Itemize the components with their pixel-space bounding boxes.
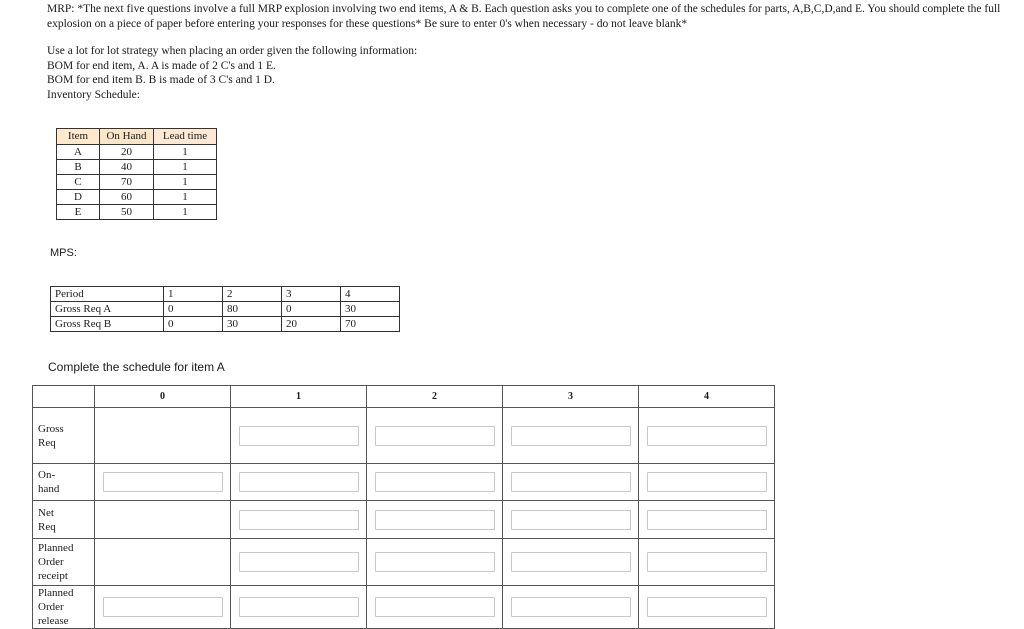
row-label-line: Order [38,556,64,568]
inventory-row [57,190,217,205]
on-hand-input-period-1[interactable] [239,472,359,492]
mps-value: 0 [164,317,223,332]
schedule-cell-period-0 [95,501,231,539]
gross-req-input-period-1[interactable] [239,426,359,446]
mps-period-1: 1 [164,287,223,302]
schedule-title: Complete the schedule for item A [48,360,225,374]
mps-value: 30 [223,317,282,332]
schedule-row-label [33,464,95,501]
schedule-cell-period-4 [639,464,775,501]
inventory-row [57,160,217,175]
inventory-header-lead-time: Lead time [154,129,217,145]
schedule-cell-period-4 [639,539,775,586]
inventory-lead-time: 1 [154,145,217,160]
row-label-line: Req [38,520,56,533]
schedule-cell-period-3 [503,464,639,501]
gross-req-input-period-2[interactable] [375,426,495,446]
planned-order-receipt-input-period-4[interactable] [647,552,767,572]
inventory-on-hand: 50 [100,205,154,220]
schedule-cell-period-4 [639,586,775,629]
schedule-cell-period-3 [503,586,639,629]
schedule-cell-period-2 [367,539,503,586]
planned-order-release-input-period-4[interactable] [647,597,767,617]
info-line-bom-a: BOM for end item, A. A is made of 2 C's and 1 E. [47,59,276,72]
inventory-row [57,175,217,190]
gross-req-input-period-3[interactable] [511,426,631,446]
row-label-line: Req [38,436,56,449]
schedule-corner [33,386,95,408]
mps-value: 70 [341,317,400,332]
on-hand-input-period-4[interactable] [647,472,767,492]
net-req-input-period-2[interactable] [375,510,495,530]
planned-order-release-input-period-0[interactable] [103,597,223,617]
row-label-line: release [38,615,69,627]
schedule-row-planned-order-receipt [33,539,775,586]
schedule-period-1: 1 [231,386,367,408]
schedule-row-label [33,539,95,586]
inventory-header-item: Item [57,129,100,145]
inventory-lead-time: 1 [154,175,217,190]
inventory-header-row [57,129,217,145]
net-req-input-period-3[interactable] [511,510,631,530]
schedule-cell-period-2 [367,408,503,464]
schedule-row-label [33,408,95,464]
schedule-cell-period-4 [639,408,775,464]
planned-order-release-input-period-1[interactable] [239,597,359,617]
info-block [47,44,417,102]
schedule-cell-period-1 [231,464,367,501]
schedule-cell-period-1 [231,539,367,586]
mps-table [50,286,400,332]
inventory-table [56,128,217,220]
mps-period-2: 2 [223,287,282,302]
mps-label: MPS: [50,247,77,259]
info-line-bom-b: BOM for end item B. B is made of 3 C's and 1 D. [47,74,275,86]
schedule-cell-period-2 [367,501,503,539]
row-label-line: Gross [38,422,64,435]
mps-value: 20 [282,317,341,332]
schedule-period-4: 4 [639,386,775,408]
schedule-row-gross-req [33,408,775,464]
mps-row-gross-req-a [51,302,400,317]
schedule-period-0: 0 [95,386,231,408]
schedule-cell-period-1 [231,586,367,629]
mps-period-label: Period [51,287,164,302]
inventory-on-hand: 60 [100,190,154,205]
info-line-inventory: Inventory Schedule: [47,88,140,101]
item-a-schedule-table [32,385,775,629]
on-hand-input-period-2[interactable] [375,472,495,492]
mps-header-row [51,287,400,302]
schedule-cell-period-0 [95,586,231,629]
row-label-line: On- [38,469,56,481]
inventory-on-hand: 40 [100,160,154,175]
inventory-row [57,205,217,220]
inventory-lead-time: 1 [154,205,217,220]
inventory-lead-time: 1 [154,190,217,205]
schedule-cell-period-4 [639,501,775,539]
schedule-row-label [33,586,95,629]
mps-value: 0 [164,302,223,317]
mps-row-gross-req-b [51,317,400,332]
schedule-cell-period-1 [231,501,367,539]
inventory-item: B [57,160,100,175]
inventory-item: A [57,145,100,160]
schedule-cell-period-2 [367,464,503,501]
schedule-row-net-req [33,501,775,539]
on-hand-input-period-0[interactable] [103,472,223,492]
mps-period-3: 3 [282,287,341,302]
schedule-row-planned-order-release [33,586,775,629]
inventory-on-hand: 20 [100,145,154,160]
planned-order-receipt-input-period-1[interactable] [239,552,359,572]
inventory-lead-time: 1 [154,160,217,175]
mps-row-label: Gross Req B [51,317,164,332]
intro-text: MRP: *The next five questions involve a full MRP explosion involving two end items, A & B. Each question asks you to complete one of the schedules for parts, A,B,C,D,and E. You should complete the full explosion on a piece of paper before entering your responses for these questions* Be sure to enter 0's when necessary - do not leave blank* [47,3,1001,30]
schedule-row-label [33,501,95,539]
mps-value: 30 [341,302,400,317]
inventory-item: E [57,205,100,220]
inventory-on-hand: 70 [100,175,154,190]
inventory-item: C [57,175,100,190]
planned-order-receipt-input-period-2[interactable] [375,552,495,572]
row-label-line: Planned [38,542,74,554]
schedule-header-row [33,386,775,408]
schedule-cell-period-3 [503,539,639,586]
net-req-input-period-1[interactable] [239,510,359,530]
inventory-header-on-hand: On Hand [100,129,154,145]
schedule-cell-period-3 [503,408,639,464]
schedule-row-on-hand [33,464,775,501]
planned-order-release-input-period-3[interactable] [511,597,631,617]
inventory-row [57,145,217,160]
row-label-line: receipt [38,570,68,582]
mps-value: 80 [223,302,282,317]
planned-order-release-input-period-2[interactable] [375,597,495,617]
schedule-cell-period-0 [95,408,231,464]
schedule-cell-period-1 [231,408,367,464]
schedule-body [33,408,775,629]
net-req-input-period-4[interactable] [647,510,767,530]
schedule-cell-period-0 [95,539,231,586]
mps-row-label: Gross Req A [51,302,164,317]
info-line-strategy: Use a lot for lot strategy when placing an order given the following information: [47,45,418,57]
row-label-line: Order [38,601,64,613]
row-label-line: Net [38,506,54,519]
planned-order-receipt-input-period-3[interactable] [511,552,631,572]
inventory-item: D [57,190,100,205]
schedule-cell-period-0 [95,464,231,501]
gross-req-input-period-4[interactable] [647,426,767,446]
schedule-period-3: 3 [503,386,639,408]
schedule-period-2: 2 [367,386,503,408]
mps-period-4: 4 [341,287,400,302]
mps-value: 0 [282,302,341,317]
schedule-cell-period-3 [503,501,639,539]
row-label-line: hand [38,483,60,495]
schedule-cell-period-2 [367,586,503,629]
on-hand-input-period-3[interactable] [511,472,631,492]
row-label-line: Planned [38,587,74,599]
